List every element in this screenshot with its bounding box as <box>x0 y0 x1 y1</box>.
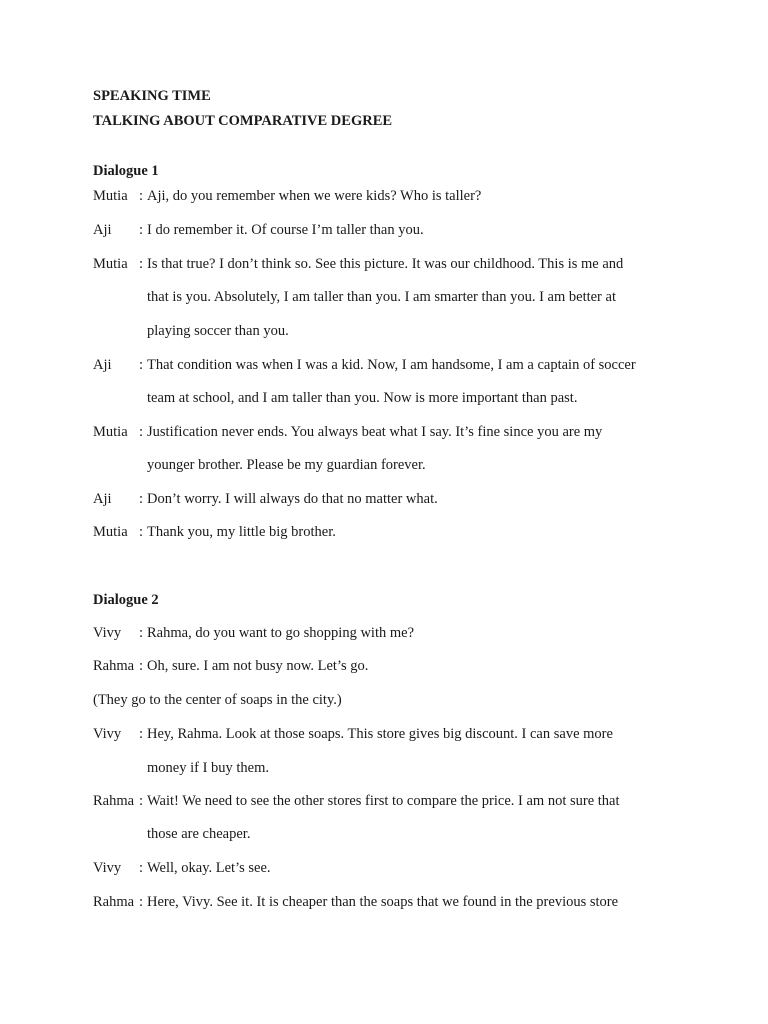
dialogue-line-continued: playing soccer than you. <box>147 323 289 339</box>
speaker-colon: : <box>139 726 144 742</box>
dialogue-line: Oh, sure. I am not busy now. Let’s go. <box>147 658 369 674</box>
dialogue-line-continued: team at school, and I am taller than you. Now is more important than past. <box>147 390 578 406</box>
speaker-colon: : <box>139 625 144 641</box>
dialogue-line-continued: those are cheaper. <box>147 826 251 842</box>
speaker-colon: : <box>139 491 144 507</box>
speaker-colon: : <box>139 424 144 440</box>
dialogue-line: Wait! We need to see the other stores first to compare the price. I am not sure that <box>147 793 620 809</box>
speaker-label: Mutia <box>93 524 128 540</box>
dialogue-line: Justification never ends. You always beat what I say. It’s fine since you are my <box>147 424 603 440</box>
dialogue-line: Rahma, do you want to go shopping with me? <box>147 625 415 641</box>
speaker-colon: : <box>139 256 144 272</box>
speaker-label: Vivy <box>93 625 122 641</box>
speaker-colon: : <box>139 860 144 876</box>
speaker-label: Aji <box>93 357 112 373</box>
speaker-colon: : <box>139 357 144 373</box>
dialogue-line: Well, okay. Let’s see. <box>147 860 271 876</box>
speaker-label: Mutia <box>93 424 128 440</box>
dialogue-line: Don’t worry. I will always do that no matter what. <box>147 491 438 507</box>
dialogue-2-title: Dialogue 2 <box>93 592 159 608</box>
speaker-label: Rahma <box>93 658 135 674</box>
dialogue-line: That condition was when I was a kid. Now, I am handsome, I am a captain of soccer <box>147 357 636 373</box>
dialogue-line: Aji, do you remember when we were kids? Who is taller? <box>147 188 482 204</box>
speaker-label: Rahma <box>93 894 135 910</box>
dialogue-line: I do remember it. Of course I’m taller than you. <box>147 222 424 238</box>
speaker-colon: : <box>139 524 144 540</box>
dialogue-line: Hey, Rahma. Look at those soaps. This store gives big discount. I can save more <box>147 726 613 742</box>
speaker-colon: : <box>139 894 144 910</box>
page-subtitle: TALKING ABOUT COMPARATIVE DEGREE <box>93 113 393 129</box>
dialogue-line-continued: younger brother. Please be my guardian forever. <box>147 457 426 473</box>
speaker-label: Aji <box>93 222 112 238</box>
dialogue-1-title: Dialogue 1 <box>93 163 159 179</box>
dialogue-line-continued: money if I buy them. <box>147 760 270 776</box>
dialogue-line-continued: that is you. Absolutely, I am taller than you. I am smarter than you. I am better at <box>147 289 616 305</box>
speaker-label: Mutia <box>93 188 128 204</box>
dialogue-line: Thank you, my little big brother. <box>147 524 336 540</box>
speaker-colon: : <box>139 222 144 238</box>
speaker-colon: : <box>139 188 144 204</box>
speaker-colon: : <box>139 793 144 809</box>
speaker-label: Vivy <box>93 726 122 742</box>
speaker-label: Mutia <box>93 256 128 272</box>
speaker-colon: : <box>139 658 144 674</box>
narration-line: (They go to the center of soaps in the city.) <box>93 692 342 708</box>
speaker-label: Aji <box>93 491 112 507</box>
dialogue-line: Is that true? I don’t think so. See this picture. It was our childhood. This is me and <box>147 256 624 272</box>
speaker-label: Rahma <box>93 793 135 809</box>
page-title: SPEAKING TIME <box>93 88 211 104</box>
speaker-label: Vivy <box>93 860 122 876</box>
dialogue-line: Here, Vivy. See it. It is cheaper than the soaps that we found in the previous store <box>147 894 619 910</box>
